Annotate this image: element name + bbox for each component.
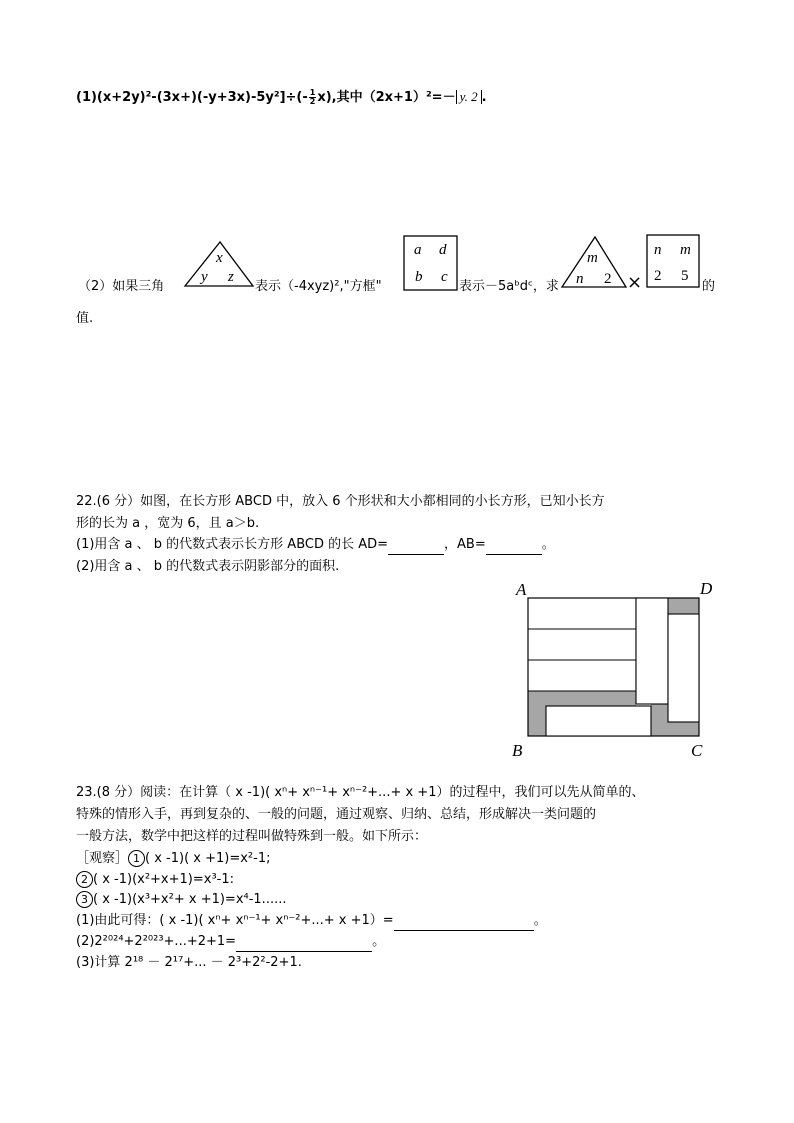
small-rect-vertical-right <box>668 614 699 722</box>
q21-p1-text: (1)(x+2y)²-(3x+)(-y+3x)-5y²]÷(- <box>76 90 308 105</box>
q23-ask3: (3)计算 2¹⁸ － 2¹⁷+... － 2³+2²-2+1. <box>76 955 302 970</box>
label-a: A <box>516 580 527 599</box>
fraction-half: $\frac{1}{2}$ <box>309 88 316 106</box>
box1-tr: d <box>439 242 447 258</box>
ask2-end: 。 <box>372 934 386 949</box>
label-c: C <box>691 741 703 760</box>
circled-number-1: 1 <box>128 850 145 867</box>
box2-tl: n <box>654 242 662 258</box>
times-sign: × <box>627 272 643 293</box>
q22-ab-prompt: ，AB= <box>444 537 486 552</box>
triangle1-left: y <box>201 269 208 285</box>
ab-answer-blank[interactable] <box>486 540 542 555</box>
q23-ask2 <box>76 932 385 952</box>
circled-number-2: 2 <box>76 871 93 888</box>
ask2-prompt: (2)2²⁰²⁴+2²⁰²³+...+2+1= <box>76 934 237 949</box>
q23-line2: 特殊的情形入手，再到复杂的、一般的问题，通过观察、归纳、总结，形成解决一类问题的 <box>76 807 597 822</box>
q23-observe-2 <box>76 870 234 890</box>
shade-left-l-vertical <box>528 691 546 736</box>
triangle1-right: z <box>228 269 234 285</box>
q21-p1-end: . <box>481 90 487 105</box>
q21-p1-text-2: x),其中（2x+1）²=－ <box>317 90 456 105</box>
q21-part2-text-b: 表示（-4xyz)²,"方框" <box>255 279 382 294</box>
triangle-xyz-figure <box>183 240 255 290</box>
small-rect-vertical-middle <box>636 598 668 704</box>
triangle1-top: x <box>216 250 223 266</box>
shade-top-right <box>668 598 699 614</box>
q22-line3 <box>76 535 555 555</box>
triangle2-right: 2 <box>604 271 612 287</box>
observe-label: ［观察］ <box>76 851 129 866</box>
q23-line3: 一般方法，数学中把这样的过程叫做特殊到一般。如下所示： <box>76 829 428 844</box>
q21-part2-text-a: （2）如果三角 <box>78 279 165 294</box>
box1-tl: a <box>414 242 422 258</box>
q22-line4: (2)用含 a 、 b 的代数式表示阴影部分的面积. <box>76 559 340 574</box>
q21-part1 <box>76 88 487 108</box>
q21-part2-text-c: 表示－5aᵇdᶜ，求 <box>459 279 559 294</box>
ask1-answer-blank[interactable] <box>394 916 534 931</box>
q21-part2-text-d: 的 <box>702 279 716 294</box>
label-b: B <box>512 741 523 760</box>
observe-formula-1: ( x -1)( x +1)=x²-1; <box>145 851 271 866</box>
triangle2-left: n <box>576 271 584 287</box>
absolute-value: y. 2 <box>456 90 482 104</box>
q23-line1: 23.(8 分）阅读：在计算（ x -1)( xⁿ+ xⁿ⁻¹+ xⁿ⁻²+...+ x +1）的过程中，我们可以先从简单的、 <box>76 785 645 800</box>
q22-line2: 形的长为 a ，宽为 6，且 a＞b. <box>76 516 260 531</box>
ask1-end: 。 <box>533 913 547 928</box>
box1-bl: b <box>415 269 423 285</box>
triangle-mn2-figure <box>560 235 628 291</box>
box2-bl: 2 <box>654 268 662 284</box>
box-nm25-figure <box>645 233 701 289</box>
box1-br: c <box>441 269 448 285</box>
q23-ask1 <box>76 911 547 931</box>
q22-line3-end: 。 <box>541 537 555 552</box>
q23-observe-3 <box>76 890 286 910</box>
small-rect-bottom <box>546 706 651 736</box>
observe-formula-2: ( x -1)(x²+x+1)=x³-1: <box>93 872 235 887</box>
circled-number-3: 3 <box>76 891 93 908</box>
box2-tr: m <box>680 242 691 258</box>
box-abcd-figure <box>403 233 459 293</box>
observe-formula-3: ( x -1)(x³+x²+ x +1)=x⁴-1...... <box>93 892 287 907</box>
label-d: D <box>700 579 713 598</box>
q21-part2-line2: 值. <box>76 311 94 326</box>
rectangle-abcd-diagram <box>508 574 728 760</box>
q22-line1: 22.(6 分）如图，在长方形 ABCD 中，放入 6 个形状和大小都相同的小长方形，已知小长方 <box>76 494 605 509</box>
box2-br: 5 <box>681 268 689 284</box>
q23-observe-1 <box>76 849 270 869</box>
ask1-prompt: (1)由此可得：( x -1)( xⁿ+ xⁿ⁻¹+ xⁿ⁻²+...+ x +1）= <box>76 913 394 928</box>
triangle2-top: m <box>587 250 598 266</box>
ad-answer-blank[interactable] <box>388 540 444 555</box>
q22-ad-prompt: (1)用含 a 、 b 的代数式表示长方形 ABCD 的长 AD= <box>76 537 389 552</box>
ask2-answer-blank[interactable] <box>236 937 372 952</box>
